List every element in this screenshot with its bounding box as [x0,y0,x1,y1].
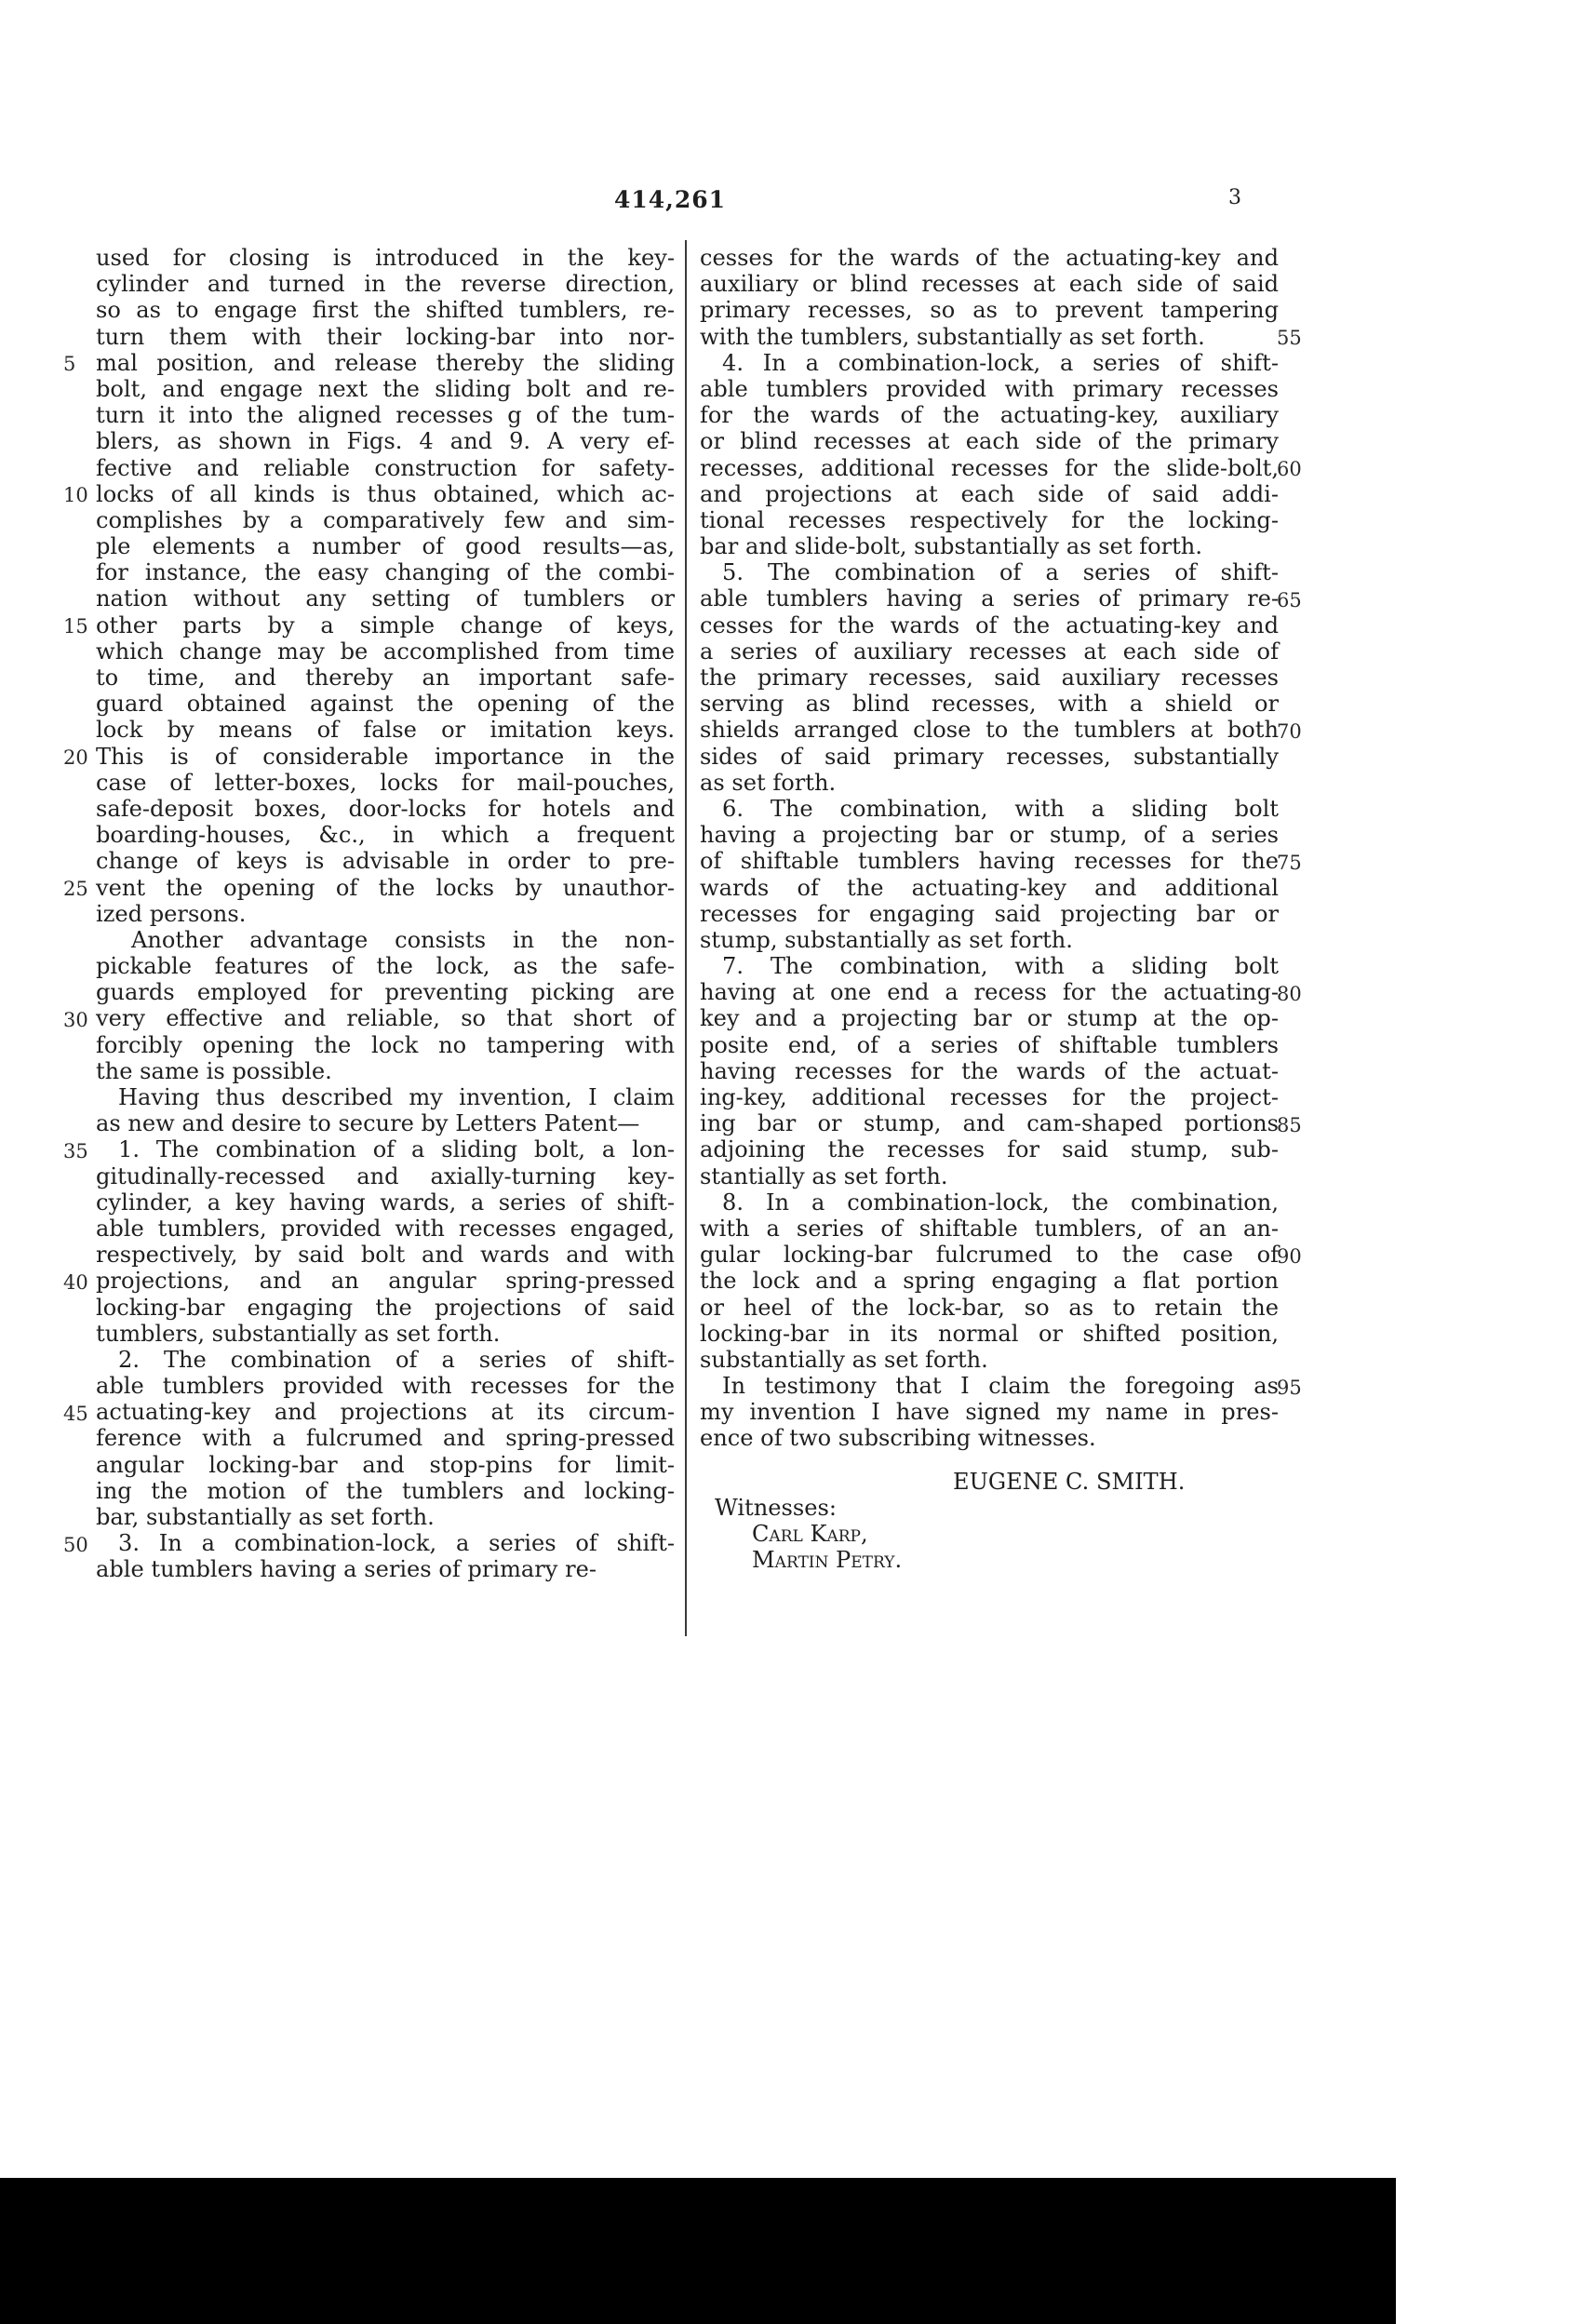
text-line: having recesses for the wards of the actuat- [700,1057,1279,1084]
text-line: so as to engage first the shifted tumblers, re- [96,297,675,324]
text-line: fective and reliable construction for safety- [96,454,675,481]
text-line: 6. The combination, with a sliding bolt [722,795,1279,822]
text-line: cylinder, a key having wards, a series of shift- [96,1189,675,1216]
text-line: ized persons. [96,900,247,927]
text-line: stump, substantially as set forth. [700,926,1073,953]
text-line: gular locking-bar fulcrumed to the case of [700,1242,1279,1269]
text-line: as new and desire to secure by Letters Patent— [96,1110,640,1137]
text-line: locking-bar in its normal or shifted position, [700,1320,1279,1347]
text-line: nation without any setting of tumblers or [96,585,675,612]
right-column [700,245,1279,1573]
text-line: bar and slide-bolt, substantially as set forth. [700,533,1202,560]
text-line: stantially as set forth. [700,1162,948,1189]
text-line: respectively, by said bolt and wards and with [96,1242,675,1269]
line-number: 85 [1277,1113,1302,1136]
text-line: for instance, the easy changing of the combi- [96,559,675,586]
line-number: 40 [63,1270,88,1294]
text-line: able tumblers having a series of primary re- [700,585,1279,612]
text-line: and projections at each side of said addi- [700,480,1279,507]
line-number: 45 [63,1402,88,1425]
text-line: guards employed for preventing picking are [96,979,675,1006]
text-line: ing the motion of the tumblers and locking- [96,1477,675,1504]
line-number: 15 [63,614,88,638]
text-line: bolt, and engage next the sliding bolt and re- [96,375,675,402]
text-line: boarding-houses, &c., in which a frequent [96,822,675,849]
text-line: having a projecting bar or stump, of a series [700,822,1279,849]
line-number: 90 [1277,1244,1302,1268]
line-number: 35 [63,1139,88,1162]
text-line: the same is possible. [96,1057,332,1084]
text-line: lock by means of false or imitation keys. [96,717,675,744]
line-number: 50 [63,1533,88,1556]
text-line: other parts by a simple change of keys, [96,611,675,638]
text-line: actuating-key and projections at its circum- [96,1399,675,1426]
text-line: or heel of the lock-bar, so as to retain the [700,1294,1279,1321]
text-line: ple elements a number of good results—as, [96,533,675,560]
text-line: tumblers, substantially as set forth. [96,1320,501,1347]
text-line: as set forth. [700,769,837,796]
line-number: 75 [1277,851,1302,874]
text-line: very effective and reliable, so that short of [96,1005,675,1032]
text-line: sides of said primary recesses, substantially [700,743,1279,770]
text-line: 4. In a combination-lock, a series of shift- [722,349,1279,376]
text-line: with the tumblers, substantially as set forth. [700,323,1205,350]
right-column-text [700,245,1279,1452]
text-line: ence of two subscribing witnesses. [700,1425,1096,1452]
patent-number: 414,261 [614,186,727,213]
text-line: cesses for the wards of the actuating-key and [700,611,1279,638]
text-line: guard obtained against the opening of the [96,691,675,718]
text-line: recesses, additional recesses for the slide-bolt, [700,454,1279,481]
text-line: for the wards of the actuating-key, auxiliary [700,402,1279,429]
text-line: 1. The combination of a sliding bolt, a lon- [118,1136,675,1163]
text-line: blers, as shown in Figs. 4 and 9. A very ef- [96,428,675,455]
text-line: turn it into the aligned recesses g of the tum- [96,402,675,429]
text-line: safe-deposit boxes, door-locks for hotels and [96,795,675,822]
text-line: having at one end a recess for the actuating- [700,979,1279,1006]
line-number: 55 [1277,326,1302,349]
text-line: of shiftable tumblers having recesses for the [700,848,1279,875]
line-number: 25 [63,877,88,900]
text-line: 7. The combination, with a sliding bolt [722,953,1279,980]
text-line: vent the opening of the locks by unauthor- [96,874,675,901]
text-line: In testimony that I claim the foregoing as [722,1373,1279,1400]
text-line: ing-key, additional recesses for the project- [700,1084,1279,1110]
line-number: 10 [63,483,88,506]
text-line: a series of auxiliary recesses at each side of [700,638,1279,665]
page-number: 3 [1228,186,1241,209]
text-line: This is of considerable importance in the [96,743,675,770]
line-number: 80 [1277,982,1302,1005]
text-line: to time, and thereby an important safe- [96,665,675,691]
text-line: able tumblers, provided with recesses engaged, [96,1215,675,1242]
text-line: cylinder and turned in the reverse direction, [96,271,675,298]
text-line: 2. The combination of a series of shift- [118,1346,675,1373]
text-line: pickable features of the lock, as the safe- [96,953,675,980]
text-line: projections, and an angular spring-pressed [96,1268,675,1295]
text-line: which change may be accomplished from time [96,638,675,665]
signature-block [700,1469,1279,1574]
line-number: 30 [63,1008,88,1031]
text-line: 3. In a combination-lock, a series of shift- [118,1530,675,1557]
line-number: 20 [63,746,88,769]
witness-1: Carl Karp, [752,1521,868,1547]
text-line: ference with a fulcrumed and spring-pressed [96,1425,675,1452]
text-line: able tumblers provided with primary recesses [700,375,1279,402]
text-line: my invention I have signed my name in pres- [700,1399,1279,1426]
text-line: shields arranged close to the tumblers at both [700,717,1279,744]
inventor-signature: EUGENE C. SMITH. [953,1468,1186,1495]
text-line: Another advantage consists in the non- [131,926,675,953]
line-number: 70 [1277,719,1302,743]
text-line: used for closing is introduced in the key- [96,245,675,271]
text-line: key and a projecting bar or stump at the op- [700,1005,1279,1032]
text-line: the primary recesses, said auxiliary recesses [700,665,1279,691]
line-number: 65 [1277,588,1302,611]
text-line: primary recesses, so as to prevent tampering [700,297,1279,324]
text-line: angular locking-bar and stop-pins for limit- [96,1451,675,1478]
text-line: cesses for the wards of the actuating-key and [700,245,1279,271]
witnesses-label: Witnesses: [715,1494,837,1521]
column-divider [685,240,687,1636]
left-column [96,245,675,1583]
text-line: mal position, and release thereby the sliding [96,349,675,376]
line-number: 5 [63,352,76,375]
text-line: able tumblers provided with recesses for the [96,1373,675,1400]
line-number: 95 [1277,1376,1302,1399]
text-line: gitudinally-recessed and axially-turning key- [96,1162,675,1189]
text-line: recesses for engaging said projecting bar or [700,900,1279,927]
witness-2: Martin Petry. [752,1547,903,1574]
text-line: locks of all kinds is thus obtained, which ac- [96,480,675,507]
text-line: 5. The combination of a series of shift- [722,559,1279,586]
scan-footer-bar [0,2178,1396,2324]
text-line: substantially as set forth. [700,1346,988,1373]
text-line: locking-bar engaging the projections of said [96,1294,675,1321]
text-line: serving as blind recesses, with a shield or [700,691,1279,718]
text-line: auxiliary or blind recesses at each side of said [700,271,1279,298]
text-line: able tumblers having a series of primary re- [96,1556,597,1583]
text-line: change of keys is advisable in order to pre- [96,848,675,875]
text-line: Having thus described my invention, I claim [118,1084,675,1110]
text-line: case of letter-boxes, locks for mail-pouches, [96,769,675,796]
text-line: bar, substantially as set forth. [96,1504,435,1530]
text-line: turn them with their locking-bar into nor- [96,323,675,350]
text-line: ing bar or stump, and cam-shaped portions [700,1110,1279,1137]
text-line: or blind recesses at each side of the primary [700,428,1279,455]
text-line: complishes by a comparatively few and sim- [96,506,675,533]
text-line: adjoining the recesses for said stump, sub- [700,1136,1279,1163]
text-line: posite end, of a series of shiftable tumblers [700,1031,1279,1058]
text-line: forcibly opening the lock no tampering with [96,1031,675,1058]
text-line: tional recesses respectively for the locking- [700,506,1279,533]
line-number: 60 [1277,457,1302,480]
text-line: with a series of shiftable tumblers, of an an- [700,1215,1279,1242]
text-line: wards of the actuating-key and additional [700,874,1279,901]
text-line: the lock and a spring engaging a flat portion [700,1268,1279,1295]
text-line: 8. In a combination-lock, the combination, [722,1189,1279,1216]
